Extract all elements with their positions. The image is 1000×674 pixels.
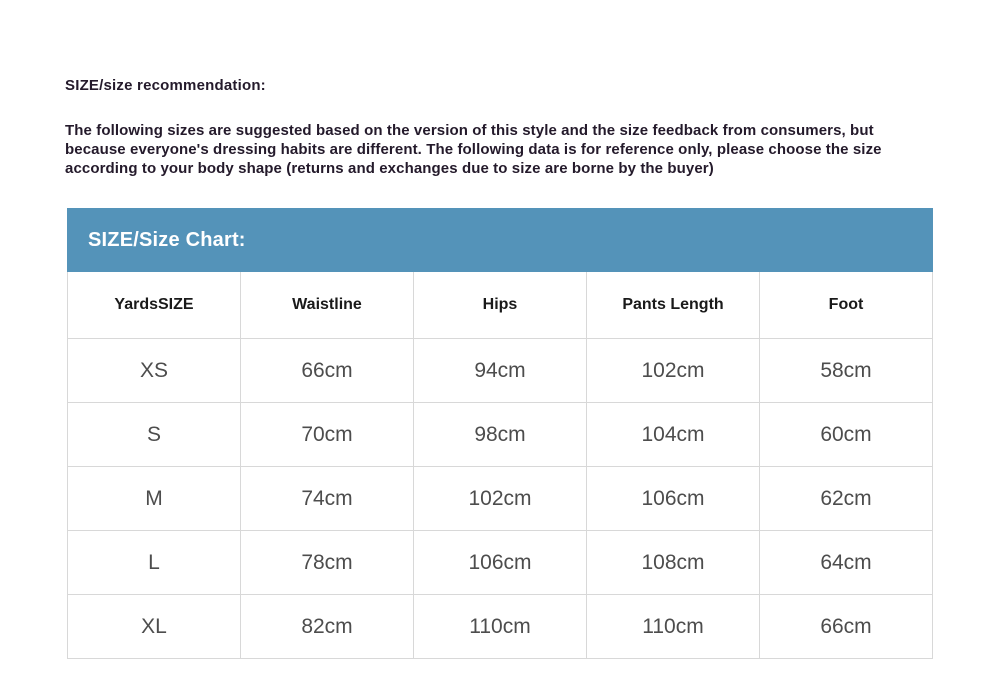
cell-size: M bbox=[68, 467, 241, 531]
cell-foot: 62cm bbox=[760, 467, 933, 531]
cell-size: XL bbox=[68, 595, 241, 659]
cell-pants-length: 102cm bbox=[587, 339, 760, 403]
table-row-xl bbox=[68, 595, 933, 659]
cell-waistline: 78cm bbox=[241, 531, 414, 595]
column-header-hips: Hips bbox=[414, 272, 587, 339]
table-row-xs bbox=[68, 339, 933, 403]
cell-waistline: 70cm bbox=[241, 403, 414, 467]
table-row-l bbox=[68, 531, 933, 595]
cell-foot: 58cm bbox=[760, 339, 933, 403]
cell-pants-length: 110cm bbox=[587, 595, 760, 659]
cell-foot: 66cm bbox=[760, 595, 933, 659]
column-header-foot: Foot bbox=[760, 272, 933, 339]
table-row-s bbox=[68, 403, 933, 467]
cell-size: L bbox=[68, 531, 241, 595]
cell-hips: 98cm bbox=[414, 403, 587, 467]
table-header-row bbox=[68, 272, 933, 339]
cell-pants-length: 106cm bbox=[587, 467, 760, 531]
table-row-m bbox=[68, 467, 933, 531]
cell-size: S bbox=[68, 403, 241, 467]
cell-pants-length: 104cm bbox=[587, 403, 760, 467]
cell-pants-length: 108cm bbox=[587, 531, 760, 595]
column-header-pants-length: Pants Length bbox=[587, 272, 760, 339]
cell-waistline: 82cm bbox=[241, 595, 414, 659]
cell-hips: 94cm bbox=[414, 339, 587, 403]
size-chart-title: SIZE/Size Chart: bbox=[88, 228, 246, 251]
size-chart-title-bar bbox=[67, 208, 933, 272]
cell-foot: 64cm bbox=[760, 531, 933, 595]
cell-hips: 110cm bbox=[414, 595, 587, 659]
size-recommendation-heading: SIZE/size recommendation: bbox=[65, 77, 266, 94]
cell-hips: 102cm bbox=[414, 467, 587, 531]
size-chart-table bbox=[67, 272, 933, 659]
cell-waistline: 74cm bbox=[241, 467, 414, 531]
cell-foot: 60cm bbox=[760, 403, 933, 467]
cell-waistline: 66cm bbox=[241, 339, 414, 403]
cell-size: XS bbox=[68, 339, 241, 403]
column-header-waistline: Waistline bbox=[241, 272, 414, 339]
size-recommendation-paragraph: The following sizes are suggested based on the version of this style and the size feedback from consumers, but because everyone's dressing habits are different. The following data is for reference only, please choose the size according to your body shape (returns and exchanges due to size are borne by the buyer) bbox=[65, 122, 882, 177]
cell-hips: 106cm bbox=[414, 531, 587, 595]
column-header-yards-size: YardsSIZE bbox=[68, 272, 241, 339]
